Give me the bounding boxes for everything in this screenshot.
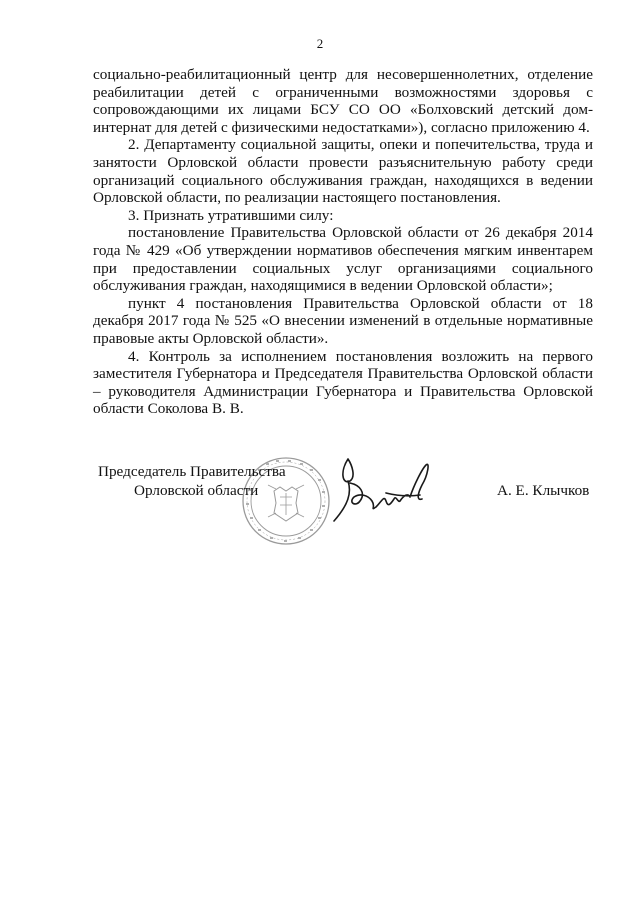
paragraph-repealed-act-2: пункт 4 постановления Правительства Орловской области от 18 декабря 2017 года № 525 «О внесении изменений в отдельные нормативные правовые акты Орловской области». <box>93 294 593 347</box>
handwritten-signature-icon <box>326 455 436 527</box>
document-body <box>93 66 593 418</box>
paragraph-continuation: социально-реабилитационный центр для несовершеннолетних, отделение реабилитации детей с ограниченными возможностями здоровья с сопровождающими их лицами БСУ СО ОО «Болховский детский дом-интернат для детей с физическими недостатками»), согласно приложению 4. <box>93 66 593 136</box>
paragraph-repealed-act-1: постановление Правительства Орловской области от 26 декабря 2014 года № 429 «Об утверждении нормативов обеспечения мягким инвентарем при предоставлении социальных услуг организациями социального обслуживания граждан, находящимися в ведении Орловской области»; <box>93 224 593 295</box>
paragraph-item-2: 2. Департаменту социальной защиты, опеки и попечительства, труда и занятости Орловской области провести разъяснительную работу среди организаций социального обслуживания граждан, находящихся в ведении Орловской области, по реализации настоящего постановления. <box>93 136 593 207</box>
signatory-title-line1: Председатель Правительства <box>98 463 286 480</box>
paragraph-item-3: 3. Признать утратившими силу: <box>128 206 334 224</box>
signature-block <box>0 455 640 545</box>
page-number: 2 <box>316 36 324 51</box>
signatory-title-line2: Орловской области <box>134 482 259 499</box>
signatory-name: А. Е. Клычков <box>497 482 590 499</box>
paragraph-item-4: 4. Контроль за исполнением постановления возложить на первого заместителя Губернатора и Председателя Правительства Орловской области – руководителя Администрации Губернатора и Правительства Орловской области Соколова В. В. <box>93 347 593 418</box>
